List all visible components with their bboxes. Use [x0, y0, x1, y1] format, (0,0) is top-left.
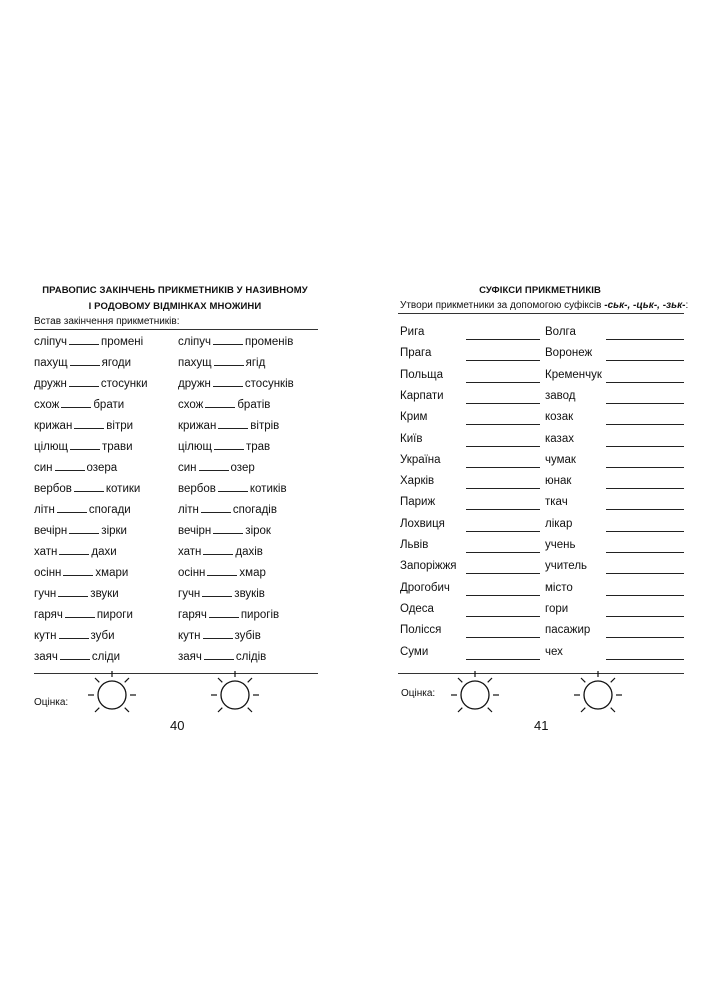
base-word: Лохвиця	[400, 517, 445, 530]
noun-word: трави	[101, 441, 133, 453]
base-word: Україна	[400, 453, 441, 466]
noun-word: хмар	[239, 567, 266, 579]
adjective-stem: крижан	[178, 420, 217, 432]
adjective-stem: гаряч	[178, 609, 207, 621]
adjective-stem: літн	[178, 504, 199, 516]
noun-word: зірок	[245, 525, 271, 537]
noun-word: променів	[244, 336, 294, 348]
sun-icon[interactable]	[211, 671, 259, 712]
right-page-title: СУФІКСИ ПРИКМЕТНИКІВ	[479, 285, 601, 296]
noun-word: дахів	[235, 546, 263, 558]
adjective-stem: син	[34, 462, 53, 474]
noun-word: озер	[230, 462, 255, 474]
adjective-stem: крижан	[34, 420, 73, 432]
base-word: юнак	[545, 475, 572, 488]
base-word: Париж	[400, 496, 436, 509]
adjective-stem: схож	[178, 399, 204, 411]
base-word: ткач	[545, 496, 568, 509]
sun-icon[interactable]	[88, 671, 136, 712]
base-word: пасажир	[545, 624, 591, 637]
adjective-stem: осінн	[34, 567, 62, 579]
noun-word: сліди	[91, 651, 121, 663]
base-word: завод	[545, 389, 576, 402]
base-word: учитель	[545, 560, 588, 573]
right-instruction-colon: :	[685, 300, 689, 311]
noun-word: ягоди	[101, 357, 132, 369]
base-word: Волга	[545, 326, 576, 338]
base-word: Кременчук	[545, 368, 602, 381]
sun-icon[interactable]	[574, 671, 622, 712]
base-word: Київ	[400, 432, 423, 445]
noun-word: брати	[93, 399, 125, 411]
noun-word: вітрів	[250, 420, 280, 432]
adjective-stem: вербов	[178, 483, 216, 495]
sun-icon[interactable]	[451, 671, 499, 712]
adjective-stem: кутн	[34, 630, 57, 642]
noun-word: трав	[245, 441, 271, 453]
right-instruction-text: Утвори прикметники за допомогою суфіксів	[400, 300, 605, 311]
base-word: гори	[545, 602, 569, 615]
adjective-stem: гучн	[178, 588, 201, 600]
left-title-line1: ПРАВОПИС ЗАКІНЧЕНЬ ПРИКМЕТНИКІВ У НАЗИВНОМУ	[42, 285, 308, 296]
adjective-stem: дружн	[34, 378, 67, 390]
adjective-stem: сліпуч	[34, 336, 67, 348]
noun-word: вітри	[106, 420, 134, 432]
noun-word: дахи	[91, 546, 117, 558]
noun-word: спогади	[88, 504, 131, 516]
noun-word: зуби	[90, 630, 115, 642]
base-word: Запоріжжя	[400, 560, 457, 573]
base-word: Львів	[400, 539, 429, 551]
base-word: козак	[545, 411, 574, 424]
noun-word: промені	[100, 336, 144, 348]
base-word: Крим	[400, 411, 428, 424]
adjective-stem: вечірн	[178, 525, 212, 537]
adjective-stem: заяч	[34, 651, 58, 663]
left-title-line2: І РОДОВОМУ ВІДМІНКАХ МНОЖИНИ	[88, 301, 262, 312]
adjective-stem: вечірн	[34, 525, 68, 537]
noun-word: пирогів	[240, 609, 280, 621]
base-word: Воронеж	[545, 347, 593, 360]
left-page-number: 40	[170, 718, 185, 733]
noun-word: зубів	[234, 630, 261, 642]
base-word: Суми	[400, 645, 429, 658]
noun-word: слідів	[235, 651, 267, 663]
adjective-stem: гаряч	[34, 609, 63, 621]
adjective-stem: осінн	[178, 567, 206, 579]
noun-word: стосунків	[244, 378, 294, 390]
adjective-stem: літн	[34, 504, 55, 516]
noun-word: спогадів	[232, 504, 277, 516]
base-word: Одеса	[400, 602, 434, 615]
base-word: чех	[545, 645, 563, 658]
adjective-stem: пахущ	[178, 357, 212, 369]
left-grade-label: Оцінка:	[34, 697, 69, 708]
base-word: казах	[545, 432, 574, 445]
adjective-stem: цілющ	[178, 441, 212, 453]
noun-word: зірки	[101, 525, 127, 537]
noun-word: озера	[86, 462, 118, 474]
noun-word: звуків	[234, 588, 265, 600]
adjective-stem: дружн	[178, 378, 211, 390]
adjective-stem: хатн	[178, 546, 202, 558]
base-word: Харків	[400, 475, 435, 488]
base-word: учень	[545, 539, 576, 551]
adjective-stem: сліпуч	[178, 336, 211, 348]
base-word: чумак	[545, 453, 576, 466]
adjective-stem: вербов	[34, 483, 72, 495]
adjective-stem: хатн	[34, 546, 58, 558]
noun-word: звуки	[90, 588, 119, 600]
base-word: Карпати	[400, 389, 444, 402]
adjective-stem: пахущ	[34, 357, 68, 369]
noun-word: котики	[105, 483, 141, 495]
adjective-stem: кутн	[178, 630, 201, 642]
adjective-stem: цілющ	[34, 441, 68, 453]
noun-word: ягід	[245, 357, 266, 369]
base-word: Полісся	[400, 624, 442, 637]
base-word: лікар	[545, 517, 573, 530]
base-word: місто	[545, 581, 573, 594]
right-page-number: 41	[534, 718, 549, 733]
adjective-stem: заяч	[178, 651, 202, 663]
base-word: Прага	[400, 347, 432, 360]
noun-word: братів	[237, 399, 271, 411]
right-instruction-suffixes: -ськ-, -цьк-, -зьк-	[604, 300, 686, 311]
adjective-stem: схож	[34, 399, 60, 411]
base-word: Дрогобич	[400, 581, 450, 594]
base-word: Польща	[400, 368, 443, 381]
noun-word: хмари	[95, 567, 129, 579]
base-word: Рига	[400, 326, 425, 338]
adjective-stem: син	[178, 462, 197, 474]
adjective-stem: гучн	[34, 588, 57, 600]
right-grade-label: Оцінка:	[401, 688, 436, 699]
noun-word: котиків	[249, 483, 287, 495]
noun-word: пироги	[96, 609, 133, 621]
noun-word: стосунки	[100, 378, 148, 390]
left-instruction: Встав закінчення прикметників:	[34, 316, 180, 327]
